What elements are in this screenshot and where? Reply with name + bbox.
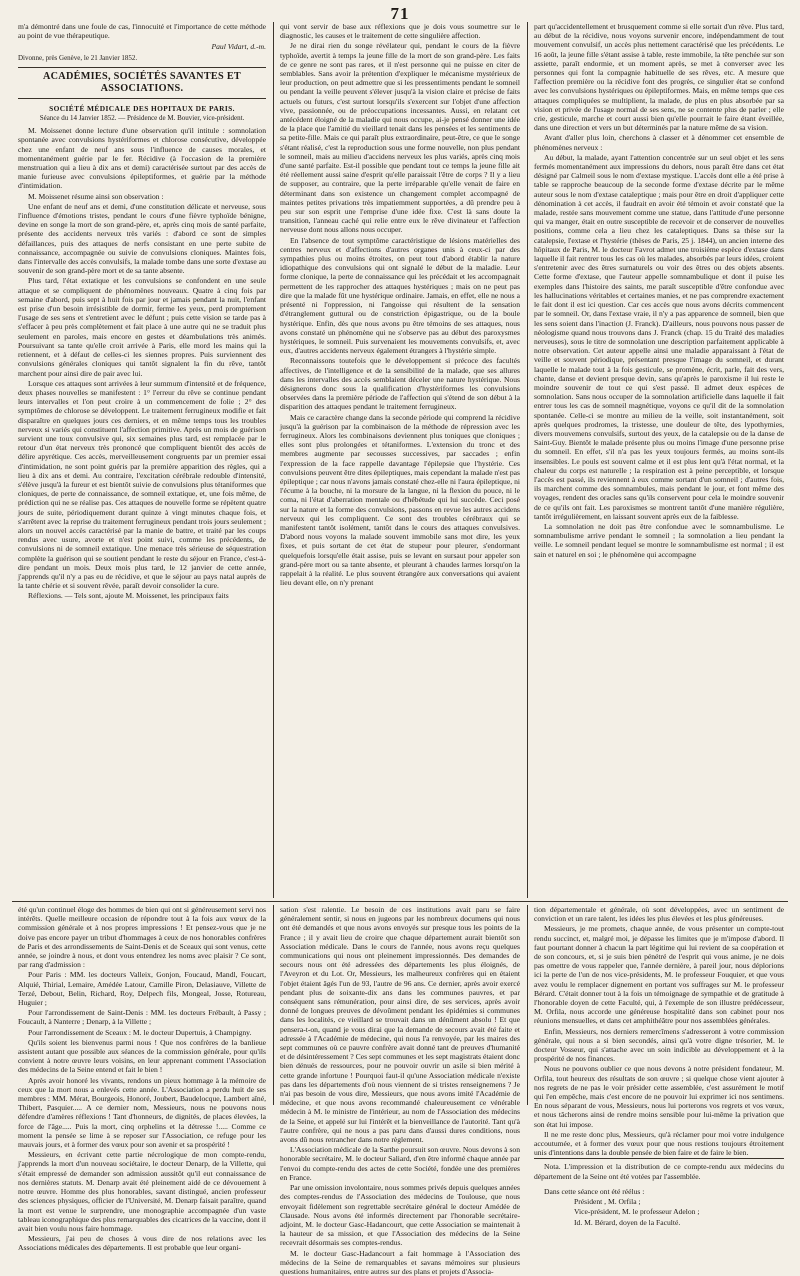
report-paragraph: Pour l'arrondissement de Sceaux : M. le docteur Dupertuis, à Champigny.: [28, 1027, 252, 1037]
report-paragraph: Pour l'arrondissement de Saint-Denis : MM. les docteurs Frébault, à Passy ; Foucault, à Nanterre ; Denarp, à la Villette ;: [18, 1008, 266, 1027]
bottom-column-2: [280, 905, 520, 1276]
report-paragraph: L'Association médicale de la Sarthe poursuit son œuvre. Nous devons à son honorable secrétaire, M. le docteur Saliard, d'en être informé chaque année par l'envoi du compte-rendu des actes de cette Société, fondée une des premières en France.: [280, 1145, 520, 1182]
article-paragraph: Réflexions. — Tels sont, ajoute M. Moissenet, les principaux faits: [28, 591, 229, 601]
report-paragraph: Nous ne pouvons oublier ce que nous devons à notre président fondateur, M. Orfila, tout heureux des résultats de son œuvre ; si quelque chose vient ajouter à nos regrets de ne pas le voir présider cette assemblée, c'est assurément le motif qui l'en empêche, mais c'est encore de ne pouvoir lui exprimer ici nos sentimens. En nous séparant de vous, Messieurs, nous lui porterons vos regrets et vos vœux, et nous tâcherons ainsi de rendre moins sensible pour lui-même la privation que son état lui impose.: [534, 1064, 784, 1129]
article-paragraph: Je ne dirai rien du songe révélateur qui, pendant le cours de la fièvre typhoïde, avertit à temps la jeune fille de la mort de son grand-père. Les faits de ce genre ne sont pas rares, et il n'est personne qui ne puisse en citer de semblables. Sans avoir la prétention d'expliquer le mécanisme mystérieux de leur production, on peut admettre que si les pressentiments pendant le somneil ou pendant la veille peuvent s'élever jusqu'à la vision claire et précise de faits actuels ou futurs, c'est surtout lorsqu'ils s'exercent sur l'objet d'une affection vive, passionnée, ou de préoccupations incessantes. Aussi, en relatant cet antécédent éloigné de la maladie qui nous occupe, ai-je pensé donner une idée de la place que l'amitié du vieillard tenait dans les pensées et les sentiments de sa petite-fille. Mais ce qui paraît plus extraordinaire, peut-être, ce que le songe s'étant réalisé, c'est la reproduction sous une forme nouvelle, non plus pendant le somneil, mais au milieu d'accidens nerveux les plus variés, après cinq mois d'une santé parfaite. Est-il possible que pendant tout ce temps la jeune fille ait été réellement aussi saine d'esprit qu'elle paraissait l'être de corps ? Il y a lieu de supposer, au contraire, que la perte irréparable qu'elle venait de faire en déterminant dans son existence un changement complet accompagné de maintes petites privations très impatiemment supportées, a dû prendre peu à peu sur son esprit une l'emprise d'une idée fixe. C'est là sans doute la transition, l'anneau caché qui relie entre eux le rêve divinateur et l'affection nerveuse dont nous allons nous occuper.: [280, 41, 520, 235]
board-role: Id.: [574, 1217, 583, 1227]
article-paragraph: part qu'accidentellement et brusquement comme si elle sortait d'un rêve. Plus tard, au début de la récidive, nous voyons survenir encore, indépendamment de tout mouvement convulsif, un accès plus nettement caractérisé que les précédents. Le 16 août, la jeune fille s'étant assise à table, reste immobile, la tête penchée sur son assiette, paraît endormie, et un moment après, se met à converser avec les personnes qui font la compagnie habituelle de ses rêves, etc. A mesure que l'affection première ou la récidive font des progrès, ce singulier état se confond avec les convulsions hystériques ou épileptiformes. Mais, en même temps que ces attaques compliquées se multiplient, la malade, de plus en plus absorbée par sa vision et privée de l'usage normal de ses sens, ne se contente plus de parler ; elle crie, gesticule, marche et court aussi bien qu'elle pourrait le faire étant éveillée, dans une direction et vers un but déterminés par la nature même de sa vision.: [534, 22, 784, 133]
article-paragraph: M. Moissenet résume ainsi son observation :: [28, 191, 164, 201]
report-paragraph: Messieurs, je me promets, chaque année, de vous présenter un compte-tout rendu succinct, et, malgré moi, je dépasse les limites que je m'impose d'abord. Il faut pourtant donner à chacun la part légitime qui lui revient de sa coopération et de son concours, et, si je suis bien pénétré de l'esprit qui vous anime, je ne dois pas omettre de vous rappeler que, l'année dernière, à pareil jour, nous déplorions ici la perte de l'un de nos vice-présidents, M. le professeur Fouquier, et que vous avez voulu le remplacer dignement en portant vos suffrages sur M. le professeur Bérard. C'était donner tout à la fois un témoignage de sympathie et de gratitude à l'honorable doyen de cette Faculté, qui, à l'exemple de son illustre prédécesseur, M. Orfila, nous accorde une généreuse hospitalité dans son cabinet pour nos réunions mensuelles, et dans cet amphithéâtre pour nos assemblées générales.: [534, 924, 784, 1026]
nota-note: Nota. L'impression et la distribution de ce compte-rendu aux médecins du département de la Seine ont été votées par l'assemblée.: [534, 1158, 784, 1180]
board-member: [534, 1218, 784, 1227]
report-paragraph: Qu'ils soient les bienvenus parmi nous ! Que nos confrères de la banlieue assistent autant que possible aux séances de la commission générale, pour qu'ils convient à notre œuvre leurs voisins, en leur apprenant comment l'Association des médecins de la Seine entend et fait le bien !: [18, 1037, 266, 1075]
article-paragraph: En l'absence de tout symptôme caractéristique de lésions matérielles des centres nerveux et d'affections d'autres organes unis à ceux-ci par des sympathies plus ou moins étroites, on peut tout d'abord établir la nature idiopathique des convulsions qui ont signalé le début de la maladie. Leur forme clonique, la perte de connaissance qui les précédait et les accompagnait permettent de les rapprocher des attaques hystériques ; mais on ne peut pas dire que la malade fût une hystérique ordinaire. Jamais, en effet, elle ne nous a présenté ni l'oppression, ni l'angoisse qui résultent de la sensation d'étranglement guttural ou de constriction épigastrique, ou de la boule hystérique. Enfin, dès que nous avons pu être témoins de ses attaques, nous avons constaté un phénomène qui ne s'observe pas au début des paroxysmes hystériques, le somneil. Puis survenaient les mouvements convulsifs, et, avec eux, d'autres accidents nerveux également étrangers à l'hystérie simple.: [280, 235, 520, 356]
column-1: [18, 22, 266, 892]
column-divider: [527, 22, 528, 898]
article-paragraph: Plus tard, l'état extatique et les convulsions se confondent en une seule attaque et se compliquent de phénomènes nouveaux. Quatre à cinq fois par semaine d'abord, puis sept à huit fois par jour et jamais pendant la nuit, l'enfant est prise d'un besoin irrésistible de dormir, ferme les yeux, perd promptement l'usage de ses sens et s'entretient avec le défunt ; puis cette vision se tarde pas à s'effacer à peu près complètement et fait place à une autre qui ne se traduit plus seulement en paroles, mais encore en gestes et déambulations très animés. Poursuivant sa tante qu'elle croit arrivée à Paris, elle mord les mains qui la retiennent, et à défaut de celles-ci les siennes propres. Puis surviennent des convulsions générales cloniques qui tantôt signalent la fin du rêve, tantôt marchent pour ainsi dire de pair avec lui.: [18, 276, 266, 378]
report-paragraph: été qu'un continuel éloge des hommes de bien qui ont si généreusement servi nos intérêts. Quelle meilleure occasion de répondre tout à la fois aux vœux de la commission générale et à nos propres impressions ! Et pensez-vous que je ne doive pas encore payer un tribut d'hommages à ceux de nos honorables confrères de Paris et des arrondissements de Saint-Denis et de Sceaux qui sont venus, cette année, se joindre à nous, et dont vous entendrez les noms avec plaisir ? Ce sont, par rang d'admission :: [18, 905, 266, 970]
report-paragraph: tion départementale et générale, où sont développées, avec un sentiment de conviction et un rare talent, les idées les plus élevées et les plus généreuses.: [534, 905, 784, 924]
report-paragraph: Enfin, Messieurs, nos derniers remercîmens s'adresseront à votre commission générale, qui nous a si bien secondés, ainsi qu'à votre digne trésorier, M. le docteur Vosseur, qui s'attache avec un soin indicible au développement et à la prospérité de nos finances.: [534, 1026, 784, 1064]
board-role: Vice-président,: [574, 1207, 621, 1217]
article-paragraph: Avant d'aller plus loin, cherchons à classer et à dénommer cet ensemble de phénomènes nerveux :: [534, 133, 784, 152]
page-number: 71: [390, 4, 410, 23]
board-name: M. Bérard, doyen de la Faculté.: [584, 1217, 681, 1227]
article-paragraph: Mais ce caractère change dans la seconde période qui comprend la récidive jusqu'à la guérison par la combinaison de la méthode de répression avec les ferrugineux. Alors les combinaisons deviennent plus toniques que cloniques ; elles sont plus prolongées et tétaniformes. L'extension du tronc et des membres augmente par secousses successives, par saccades ; enfin l'expression de la face rappelle davantage l'épilepsie que l'hystérie. Ces convulsions peuvent être dites épileptiques, mais cependant la malade n'est pas épileptique ; car nous n'avons jamais constaté chez-elle ni l'aura épileptique, ni l'écume à la bouche, ni la morsure de la langue, ni la flexion du pouce, ni le coma, ni l'état d'aberration mentale ou d'hébétude qui lui succède. Ceci posé sur la nature et la forme des convulsions, passons en revue les autres accidens nerveux qui les compliquent. Ce sont des troubles cérébraux qui se manifestent tantôt isolément, tantôt dans le cours des attaques convulsives. D'abord nous voyons la malade souvent immobile sans mot dire, les yeux fixes, et puis sortant de cet état de stupeur pour pleurer, s'endormant quelquefois lorsqu'elle était assise, puis se levant en sursaut pour appeler son grand-père mort ou sa tante absente, et pleurant à chaudes larmes lorsqu'on la rappelait à la réalité. Le plus souvent étrangère aux conversations qui avaient lieu devant elle, on n'y prenant: [280, 412, 520, 588]
bottom-column-3: [534, 905, 784, 1227]
report-paragraph: sation s'est ralentie. Le besoin de ces institutions avait paru se faire généralement sentir, si nous en jugeons par les nombreux documens qui nous ont été demandés et que nous avons envoyés sur presque tous les points de la France ; il y avait lieu de croire que chaque département aurait bientôt son Association médicale. Dans le cours de l'année, nous avons reçu quelques communications qui nous ont pleinement impressionnés. Des demandes de secours nous ont été adressées des départements les plus éloignés, de l'Aveyron et du Lot. Or, Messieurs, les malheureux confrères qui en étaient l'objet étaient âgés l'un de 93, l'autre de 96 ans. Ce dernier, après avoir exercé pendant plus de soixante-dix ans dans les communes pauvres, et par conséquent sans rémunération, pour ainsi dire, de ses services, après avoir donné de longues preuves de dévoûment pendant les épidémies si communes dans les localités, ce vieillard se trouvait dans un dénûment absolu ! Et que pensera-t-on, quand je vous dirai que la demande de secours avait été faite et adressée à l'Académie de médecine, qui nous l'a renvoyée, par les maires des sept communes où ce pauvre confrère avait donné tant de preuves d'humanité et de désintéressement ? Ces sept communes et les sept magistrats étaient donc bien dénués de ressources, pour ne pouvoir ouvrir un asile si bien mérité à cette grande infortune ! Pourquoi faut-il qu'une Association médicale n'existe pas dans les départements d'où nous viennent de si tristes renseignemens ? Je n'ai pas besoin de vous dire, Messieurs, que nous avons imité l'Académie de médecine, et que nous avons recommandé chaleureusement ce vénérable médecin à M. le ministre de l'intérieur, au nom de l'Association des médecins de la Seine, et appelé sur lui l'intérêt et la bienveillance de l'autorité. Tant qu'à l'autre confrère, qui ne nous a pas paru dans d'aussi dures conditions, nous avons dû nous retrancher dans notre règlement.: [280, 905, 520, 1145]
column-3: [534, 22, 784, 892]
report-paragraph: Messieurs, en écrivant cette partie nécrologique de mon compte-rendu, j'apprends la mort d'un nouveau sociétaire, le docteur Denarp, de la Villette, qui s'était empressé de demander son admission aussitôt qu'il eut connaissance de nos dernières statuts. M. Denarp avait été pleinement aidé de ce dévouement à notre œuvre. Homme des plus honorables, savant distingué, ancien professeur des sciences physiques, officier de l'Université, M. Denarp faisait paraître, quand la mort est venue le surprendre, une monographie accompagnée d'un vaste tableau iconographique des plus remarquables des cicatrices de la vaccine, dont il avait bien voulu nous faire hommage.: [18, 1150, 266, 1233]
report-paragraph: Par une omission involontaire, nous sommes privés depuis quelques années des comptes-rendus de l'Association des médecins de Toulouse, que nous envoyait fidèlement son regrettable secrétaire général le docteur Amédée de Clausade. Nous avons été informés directement par l'honorable secrétaire-adjoint, M. le docteur Gasc-Hadancourt, que cette Association se maintenait à la hauteur de sa mission, et que l'Association des médecins de la Seine recevrait désormais ses comptes-rendus.: [280, 1183, 520, 1248]
column-divider: [527, 905, 528, 1105]
elected-board: [534, 1187, 784, 1227]
report-paragraph: Pour Paris : MM. les docteurs Valleix, Gonjon, Foucaud, Mandl, Foucart, Alquié, Thirial, Lemaire, Amédée Latour, Camille Piron, Delasiauve, Villette de Terzé, Debout, Belin, Richard, Roy, Delpech fils, Mongeal, Josse, Rotureau, Huguier ;: [18, 970, 266, 1008]
board-name: M. Orfila ;: [607, 1197, 641, 1207]
session-line: Séance du 14 Janvier 1852. — Présidence de M. Bouvier, vice-président.: [39, 114, 245, 123]
article-paragraph: Une enfant de neuf ans et demi, d'une constitution délicate et nerveuse, sous l'influence d'émotions tristes, pendant le cours d'une fièvre typhoïde bénigne, devine en songe la mort de son grand-père, et, après cinq mois de santé parfaite, présente des accidents nerveux très variés : d'abord ce sont de simples défaillances, puis des attaques de nerfs consistant en une perte subite de connaissance, accompagnée ou suivie de convulsions cloniques. Maintes fois, dans l'intervalle des accès convulsifs, la malade tombe dans une sorte d'extase au souvenir de son grand-père mort et de sa tante absente.: [18, 201, 266, 276]
column-divider: [273, 22, 274, 898]
board-role: Président ,: [574, 1197, 607, 1207]
article-paragraph: M. Moissenet donne lecture d'une observation qu'il intitule : somnolation spontanée avec convulsions hystériformes et chlorose consécutive, développée chez une enfant de neuf ans sous l'influence de causes morales, et momentanément guérie par le fer. Récidive (à l'occasion de la première menstruation qui a lieu à dix ans et demi) caractérisée surtout par des accès de manie furieuse avec convulsions épileptiformes, et guérie par la méthode d'intimidation.: [18, 126, 266, 191]
report-paragraph: Après avoir honoré les vivants, rendons un pieux hommage à la mémoire de ceux que la mort nous a enlevés cette année. L'Association a perdu huit de ses membres : MM. Mérat, Bourgeois, Honoré, Joubert, Baudelocque, Lambert aîné, Thibert, Pasquier..... A ce dernier nom, Messieurs, nous ne pouvons nous défendre d'amères réflexions ! Tant d'honneurs, de dignités, de places élevées, la force de l'âge..... Puis la mort, cinq orphelins et la détresse !..... Comme ce moment la pensée se lime à se reposer sur l'Association, ce refuge pour les mauvais jours, et à former des vœux pour son avenir et sa prospérité !: [18, 1075, 266, 1150]
dateline: Divonne, près Genève, le 21 Janvier 1852.: [18, 53, 138, 62]
report-paragraph: Il ne me reste donc plus, Messieurs, qu'à réclamer pour moi votre indulgence accoutumée, et à former des vœux pour que nous restions toujours étroitement unis d'intentions dans la double pensée de bien faire et de faire le bien.: [534, 1129, 784, 1158]
report-paragraph: M. le docteur Gasc-Hadancourt a fait hommage à l'Association des médecins de la Seine de remarquables et savans mémoires sur plusieurs questions humanitaires, entre autres sur des plans et projets d'Associa-: [280, 1248, 520, 1276]
board-member: [534, 1197, 784, 1206]
article-paragraph: Au début, la malade, ayant l'attention concentrée sur un seul objet et les sens fermés momentanément aux impressions du dehors, nous paraît être dans cet état désigné par Calmeil sous le nom d'extase mystique. L'accès dont elle a été prise à table se rapproche beaucoup de la seconde forme d'extase décrite par le même auteur sous le nom d'extase cataleptique ; mais pour être en droit d'appliquer cette dénomination à cet accès, il faudrait en avoir été témoin et avoir constaté que la malade, restée sans mouvement comme une statue, dans l'attitude d'une personne qui va manger, était en outre susceptible de recevoir et de conserver de nouvelles positions, comme cela a lieu chez les cataleptiques. Dans sa thèse sur la catalepsie, l'extase et l'hystérie (thèses de Paris, 25 j. 1844), un ancien interne des hôpitaux de Paris, M. le docteur Favrot admet une troisième espèce d'extase dans laquelle il fait rentrer tous les cas où les malades, absorbés par leurs idées, croient s'entretenir avec des êtres surnaturels ou voir des êtres ou des objets absents. Cette forme d'extase, que l'auteur appelle somnambulique et dont il puise les exemples dans l'histoire des saints, me paraît susceptible d'être confondue avec les hallucinations véritables et certaines manies, et ne pas comprendre exactement le fait dont il est ici question. Car ces accès que nous avons décrits commencent par le somneil. Or, dans l'extase vraie, il n'y a pas apparence de somneil, bien que les sens soient dans l'inaction (J. Franck). D'ailleurs, nous pouvons nous passer de néologisme quand nous trouvons dans J. Franck (chap. 15 du Traité des maladies nerveuses), sous le titre de somnolation une description parfaitement applicable à notre observation. Cet auteur appelle ainsi une maladie apparaissant à l'état de veille et souvent périodique, présentant presque l'image du somneil, et durant laquelle le malade tout à la fois gesticule, se promène, écrit, parle, fait des vers, chante, danse et devient presque devin, sans qu'après le paroxisme il lui reste le moindre souvenir de tout ce qui s'est passé. Il admet deux espèces de somnolation. Sans nous occuper de la somnolation artificielle dans laquelle il fait entrer tous les cas de somneil magnétique, voyons ce qu'il dit de la somnolation spontanée. Celle-ci se montre au milieu de la veille, soit instantanément, soit après quelques prodromes, la tristesse, une douleur de tête, des lypothymies, divers mouvemens convulsifs, surtout des yeux, de la catalepsie ou de la danse de Saint-Guy. Bientôt le malade présente plus ou moins l'image d'une personne prise du somneil. En effet, s'il n'a pas les yeux toujours fermés, au moins sont-ils insensibles. Le pouls est souvent calme et il est plus lent qu'à l'état normal, et la chaleur du corps est naturelle ; la respiration est à peine perceptible, et lorsque l'accès est passé, ils reviennent à eux comme sortant d'un somneil ; d'autres fois, ils marchent comme des somnambules, mais pendant le jour, et font même des voyages, rendent des oracles sans qu'ils conservent pour cela le moindre souvenir de ce qu'ils ont fait. Les paroxismes se montrent tantôt d'une manière régulière, tantôt irrégulièrement, en laissant souvent après eux de la faiblesse.: [534, 152, 784, 521]
board-intro: Dans cette séance ont été réélus :: [544, 1186, 645, 1196]
section-title: ACADÉMIES, SOCIÉTÉS SAVANTES ET ASSOCIATIONS.: [18, 67, 266, 99]
article-paragraph: Lorsque ces attaques sont arrivées à leur summum d'intensité et de fréquence, deux phases nouvelles se manifestent : 1° l'erreur du rêve se continue pendant leurs intervalles et l'on peut croire à un commencement de folie ; 2° des symptômes de chlorose se développent. Le traitement ferrugineux modifie et fait disparaître en quelques jours ces derniers, et en même temps tous les troubles nerveux si variés qui constituent l'affection primitive. Après un mois de guérison survient une toux convulsive qui, six semaines plus tard, est remplacée par le retour d'un état nerveux très prononcé que compliquent bientôt des accès de délire apyrétique. Ces accès, merveilleusement congruents par un premier essai d'intimidation, ne sont point guéris par la première apparition des règles, qui a lieu à dix ans et demi. Au contraire, l'excitation cérébrale redouble d'intensité, s'élève jusqu'à la fureur et est bientôt suivie de convulsions plus tétaniformes que cloniques, de perte de connaissance, de somneil extatique, et, une fois même, de prédiction qui ne se réalise pas. Ces attaques de nouvelle forme se répètent quatre jours de suite, périodiquement durant quinze à vingt minutes chaque fois, et s'arrêtent avec la reprise du traitement ferrugineux pendant trois jours seulement ; alors un nouvel accès caractérisé par la manie de battre, et traité par les coups rendus avec usure, avorte et n'est point suivi, comme les précédents, de convulsions ni de somneil extatique. Une menace très sérieuse de séquestration complète la guérison qui se soutient pendant le reste du séjour en France, c'est-à-dire pendant un mois. Deux mois plus tard, le 12 janvier de cette année, j'apprends qu'il n'y a pas eu de récidive, et que le séjour au pays natal auprès de la tante chérie et si souvent rêvée, paraît devoir consolider la cure.: [18, 378, 266, 591]
column-2: [280, 22, 520, 892]
column-divider: [273, 905, 274, 1105]
article-paragraph: Reconnaissons toutefois que le développement si précoce des facultés affectives, de l'intelligence et de la sensibilité de la malade, que ses allures dans les intervalles des accès semblaient déceler une nature hystérique. Nous désignerons donc sous la qualification d'hystériformes les convulsions observées dans la première période de l'affection qui s'étend de son début à la disparition des attaques pendant le traitement ferrugineux.: [280, 356, 520, 412]
board-name: M. le professeur Adelon ;: [622, 1207, 700, 1217]
intro-paragraph: m'a démontré dans une foule de cas, l'innocuité et l'importance de cette méthode au point de vue thérapeutique.: [18, 22, 266, 41]
article-paragraph: La somnolation ne doit pas être confondue avec le somnambulisme. Le somnambulisme arrive pendant le somneil ; la somnolation a lieu pendant la veille. Le somneil pendant lequel se montre le somnambulisme est normal ; il est sain et naturel en soi ; le phénomène qui accompagne: [534, 521, 784, 559]
article-paragraph: qui vont servir de base aux réflexions que je dois vous soumettre sur le diagnostic, les causes et le traitement de cette singulière affection.: [280, 22, 520, 41]
report-paragraph: Messieurs, j'ai peu de choses à vous dire de nos relations avec les Associations médicales des départements. Il est probable que leur organi-: [18, 1234, 266, 1253]
bottom-column-1: [18, 905, 266, 1253]
feuilleton-divider: [12, 901, 788, 902]
society-name: SOCIÉTÉ MÉDICALE DES HOPITAUX DE PARIS.: [49, 103, 235, 113]
author-signature: Paul Vidart, d.-m.: [211, 42, 266, 52]
board-member: [534, 1207, 784, 1216]
